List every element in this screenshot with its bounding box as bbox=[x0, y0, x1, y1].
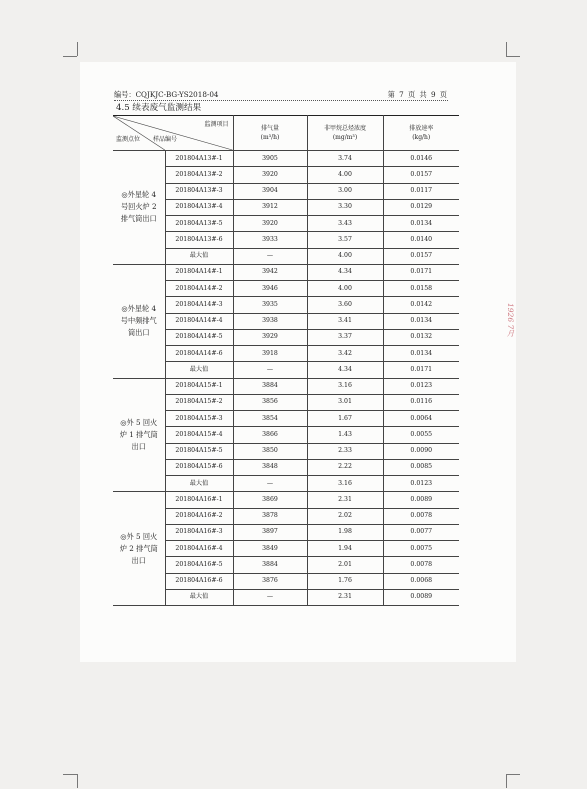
concentration-cell: 2.31 bbox=[307, 589, 383, 605]
site-label-line: 筒出口 bbox=[127, 328, 150, 338]
rate-cell: 0.0171 bbox=[383, 362, 459, 378]
rate-cell: 0.0068 bbox=[383, 573, 459, 589]
site-label-line: 出口 bbox=[131, 441, 146, 451]
table-row bbox=[113, 524, 459, 540]
document-page bbox=[80, 62, 516, 662]
flow-cell: 3904 bbox=[233, 183, 307, 199]
flow-cell: 3876 bbox=[233, 573, 307, 589]
site-label-line: 出口 bbox=[131, 555, 146, 565]
sample-id-cell: 201804A15#-5 bbox=[165, 443, 233, 459]
flow-cell: 3897 bbox=[233, 524, 307, 540]
rate-cell: 0.0146 bbox=[383, 151, 459, 167]
crop-mark bbox=[77, 42, 78, 56]
corner-label-sample: 样品编号 bbox=[153, 136, 178, 143]
corner-label-site: 监测点位 bbox=[116, 136, 141, 143]
flow-cell: — bbox=[233, 476, 307, 492]
document-number: 编号：CQJKJC-BG-YS2018-04 bbox=[114, 90, 219, 99]
sample-id-cell: 201804A14#-1 bbox=[165, 264, 233, 280]
rate-cell: 0.0158 bbox=[383, 281, 459, 297]
flow-cell: 3905 bbox=[233, 151, 307, 167]
sample-id-cell: 201804A16#-4 bbox=[165, 541, 233, 557]
flow-cell: 3849 bbox=[233, 541, 307, 557]
crop-mark bbox=[63, 56, 77, 57]
rate-cell: 0.0089 bbox=[383, 589, 459, 605]
sample-id-cell: 201804A16#-1 bbox=[165, 492, 233, 508]
sample-id-cell: 201804A15#-4 bbox=[165, 427, 233, 443]
table-row bbox=[113, 281, 459, 297]
sample-id-cell: 201804A13#-6 bbox=[165, 232, 233, 248]
concentration-cell: 3.01 bbox=[307, 394, 383, 410]
rate-cell: 0.0134 bbox=[383, 313, 459, 329]
flow-cell: — bbox=[233, 248, 307, 264]
rate-cell: 0.0117 bbox=[383, 183, 459, 199]
concentration-cell: 2.33 bbox=[307, 443, 383, 459]
column-header-label: 非甲烷总烃浓度 bbox=[323, 125, 366, 132]
monitoring-site-cell bbox=[113, 378, 165, 492]
sample-id-cell: 201804A13#-3 bbox=[165, 183, 233, 199]
sample-id-cell: 201804A14#-5 bbox=[165, 329, 233, 345]
rate-cell: 0.0089 bbox=[383, 492, 459, 508]
site-label-line: 号回火炉 2 bbox=[120, 202, 157, 212]
concentration-cell: 3.43 bbox=[307, 216, 383, 232]
table-row bbox=[113, 443, 459, 459]
table-row bbox=[113, 199, 459, 215]
table-row bbox=[113, 589, 459, 605]
crop-mark bbox=[506, 56, 520, 57]
table-row bbox=[113, 492, 459, 508]
sample-id-cell: 最大值 bbox=[165, 362, 233, 378]
table-header-row bbox=[113, 116, 459, 151]
flow-cell: 3884 bbox=[233, 378, 307, 394]
sample-id-cell: 201804A15#-2 bbox=[165, 394, 233, 410]
sample-id-cell: 201804A14#-2 bbox=[165, 281, 233, 297]
table-row bbox=[113, 183, 459, 199]
crop-mark bbox=[77, 774, 78, 788]
table-row bbox=[113, 394, 459, 410]
column-header-unit: (mg/m³) bbox=[332, 134, 358, 141]
flow-cell: — bbox=[233, 362, 307, 378]
flow-cell: 3850 bbox=[233, 443, 307, 459]
rate-cell: 0.0123 bbox=[383, 476, 459, 492]
concentration-cell: 3.30 bbox=[307, 199, 383, 215]
column-header-rate bbox=[383, 116, 459, 151]
flow-cell: 3878 bbox=[233, 508, 307, 524]
page-indicator: 第 7 页 共 9 页 bbox=[387, 90, 448, 99]
table-row bbox=[113, 329, 459, 345]
rate-cell: 0.0134 bbox=[383, 346, 459, 362]
flow-cell: 3856 bbox=[233, 394, 307, 410]
sample-id-cell: 201804A15#-3 bbox=[165, 411, 233, 427]
monitoring-site-cell bbox=[113, 151, 165, 265]
rate-cell: 0.0157 bbox=[383, 167, 459, 183]
sample-id-cell: 最大值 bbox=[165, 476, 233, 492]
rate-cell: 0.0085 bbox=[383, 459, 459, 475]
corner-header-cell bbox=[113, 116, 233, 151]
table-row bbox=[113, 264, 459, 280]
concentration-cell: 3.16 bbox=[307, 476, 383, 492]
crop-mark bbox=[63, 774, 77, 775]
flow-cell: 3869 bbox=[233, 492, 307, 508]
flow-cell: 3920 bbox=[233, 167, 307, 183]
rate-cell: 0.0064 bbox=[383, 411, 459, 427]
sample-id-cell: 最大值 bbox=[165, 248, 233, 264]
rate-cell: 0.0090 bbox=[383, 443, 459, 459]
table-row bbox=[113, 476, 459, 492]
sample-id-cell: 最大值 bbox=[165, 589, 233, 605]
rate-cell: 0.0132 bbox=[383, 329, 459, 345]
crop-mark bbox=[506, 774, 520, 775]
table-row bbox=[113, 427, 459, 443]
concentration-cell: 3.41 bbox=[307, 313, 383, 329]
rate-cell: 0.0140 bbox=[383, 232, 459, 248]
rate-cell: 0.0075 bbox=[383, 541, 459, 557]
column-header-flow bbox=[233, 116, 307, 151]
concentration-cell: 3.00 bbox=[307, 183, 383, 199]
concentration-cell: 3.16 bbox=[307, 378, 383, 394]
site-label-line: ◎外 5 回火 bbox=[120, 417, 158, 427]
sample-id-cell: 201804A13#-1 bbox=[165, 151, 233, 167]
table-row bbox=[113, 167, 459, 183]
sample-id-cell: 201804A15#-1 bbox=[165, 378, 233, 394]
sample-id-cell: 201804A13#-2 bbox=[165, 167, 233, 183]
sample-id-cell: 201804A15#-6 bbox=[165, 459, 233, 475]
sample-id-cell: 201804A16#-6 bbox=[165, 573, 233, 589]
concentration-cell: 3.57 bbox=[307, 232, 383, 248]
concentration-cell: 2.01 bbox=[307, 557, 383, 573]
flow-cell: 3942 bbox=[233, 264, 307, 280]
column-header-unit: (m³/h) bbox=[260, 134, 280, 141]
table-row bbox=[113, 232, 459, 248]
table-row bbox=[113, 151, 459, 167]
flow-cell: 3848 bbox=[233, 459, 307, 475]
table-row bbox=[113, 411, 459, 427]
crop-mark bbox=[506, 774, 507, 788]
section-title: 4.5 续表废气监测结果 bbox=[116, 103, 202, 113]
concentration-cell: 1.67 bbox=[307, 411, 383, 427]
site-label-line: 炉 2 排气筒 bbox=[119, 543, 158, 553]
site-label-line: ◎外星轮 4 bbox=[121, 304, 157, 314]
table-row bbox=[113, 313, 459, 329]
table-row bbox=[113, 248, 459, 264]
column-header-label: 排气量 bbox=[260, 125, 279, 132]
concentration-cell: 1.94 bbox=[307, 541, 383, 557]
concentration-cell: 3.60 bbox=[307, 297, 383, 313]
handwritten-note: 1926 7月 bbox=[506, 303, 515, 337]
concentration-cell: 3.37 bbox=[307, 329, 383, 345]
rate-cell: 0.0055 bbox=[383, 427, 459, 443]
sample-id-cell: 201804A13#-5 bbox=[165, 216, 233, 232]
site-label-line: ◎外 5 回火 bbox=[120, 531, 158, 541]
concentration-cell: 3.42 bbox=[307, 346, 383, 362]
table-row bbox=[113, 573, 459, 589]
flow-cell: 3884 bbox=[233, 557, 307, 573]
concentration-cell: 1.76 bbox=[307, 573, 383, 589]
rate-cell: 0.0078 bbox=[383, 557, 459, 573]
rate-cell: 0.0123 bbox=[383, 378, 459, 394]
flow-cell: 3933 bbox=[233, 232, 307, 248]
rate-cell: 0.0129 bbox=[383, 199, 459, 215]
flow-cell: 3938 bbox=[233, 313, 307, 329]
rate-cell: 0.0171 bbox=[383, 264, 459, 280]
table-row bbox=[113, 557, 459, 573]
flow-cell: — bbox=[233, 589, 307, 605]
concentration-cell: 3.74 bbox=[307, 151, 383, 167]
flow-cell: 3918 bbox=[233, 346, 307, 362]
flow-cell: 3854 bbox=[233, 411, 307, 427]
flow-cell: 3912 bbox=[233, 199, 307, 215]
page-header bbox=[114, 90, 448, 101]
table-row bbox=[113, 362, 459, 378]
sample-id-cell: 201804A14#-3 bbox=[165, 297, 233, 313]
site-label-line: 炉 1 排气筒 bbox=[119, 429, 158, 439]
column-header-concentration bbox=[307, 116, 383, 151]
table-row bbox=[113, 459, 459, 475]
site-label-line: 号中频排气 bbox=[120, 316, 157, 326]
table-row bbox=[113, 541, 459, 557]
concentration-cell: 1.43 bbox=[307, 427, 383, 443]
sample-id-cell: 201804A13#-4 bbox=[165, 199, 233, 215]
column-header-unit: (kg/h) bbox=[412, 134, 431, 141]
sample-id-cell: 201804A16#-3 bbox=[165, 524, 233, 540]
concentration-cell: 4.00 bbox=[307, 281, 383, 297]
concentration-cell: 2.22 bbox=[307, 459, 383, 475]
monitoring-site-cell bbox=[113, 492, 165, 606]
rate-cell: 0.0157 bbox=[383, 248, 459, 264]
site-label-line: 排气筒出口 bbox=[120, 214, 157, 224]
concentration-cell: 4.34 bbox=[307, 362, 383, 378]
table-row bbox=[113, 508, 459, 524]
sample-id-cell: 201804A16#-5 bbox=[165, 557, 233, 573]
table-row bbox=[113, 378, 459, 394]
flow-cell: 3935 bbox=[233, 297, 307, 313]
sample-id-cell: 201804A14#-4 bbox=[165, 313, 233, 329]
concentration-cell: 4.34 bbox=[307, 264, 383, 280]
flow-cell: 3929 bbox=[233, 329, 307, 345]
concentration-cell: 4.00 bbox=[307, 248, 383, 264]
site-label-line: ◎外星轮 4 bbox=[121, 190, 157, 200]
rate-cell: 0.0142 bbox=[383, 297, 459, 313]
corner-label-item: 监测项目 bbox=[204, 121, 229, 128]
concentration-cell: 2.31 bbox=[307, 492, 383, 508]
table-row bbox=[113, 346, 459, 362]
flow-cell: 3866 bbox=[233, 427, 307, 443]
rate-cell: 0.0116 bbox=[383, 394, 459, 410]
concentration-cell: 2.02 bbox=[307, 508, 383, 524]
flow-cell: 3946 bbox=[233, 281, 307, 297]
monitoring-results-table bbox=[113, 115, 459, 606]
crop-mark bbox=[506, 42, 507, 56]
column-header-label: 排放速率 bbox=[409, 125, 434, 132]
concentration-cell: 4.00 bbox=[307, 167, 383, 183]
concentration-cell: 1.98 bbox=[307, 524, 383, 540]
rate-cell: 0.0134 bbox=[383, 216, 459, 232]
table-row bbox=[113, 297, 459, 313]
rate-cell: 0.0078 bbox=[383, 508, 459, 524]
sample-id-cell: 201804A14#-6 bbox=[165, 346, 233, 362]
table-row bbox=[113, 216, 459, 232]
flow-cell: 3920 bbox=[233, 216, 307, 232]
sample-id-cell: 201804A16#-2 bbox=[165, 508, 233, 524]
monitoring-site-cell bbox=[113, 264, 165, 378]
rate-cell: 0.0077 bbox=[383, 524, 459, 540]
